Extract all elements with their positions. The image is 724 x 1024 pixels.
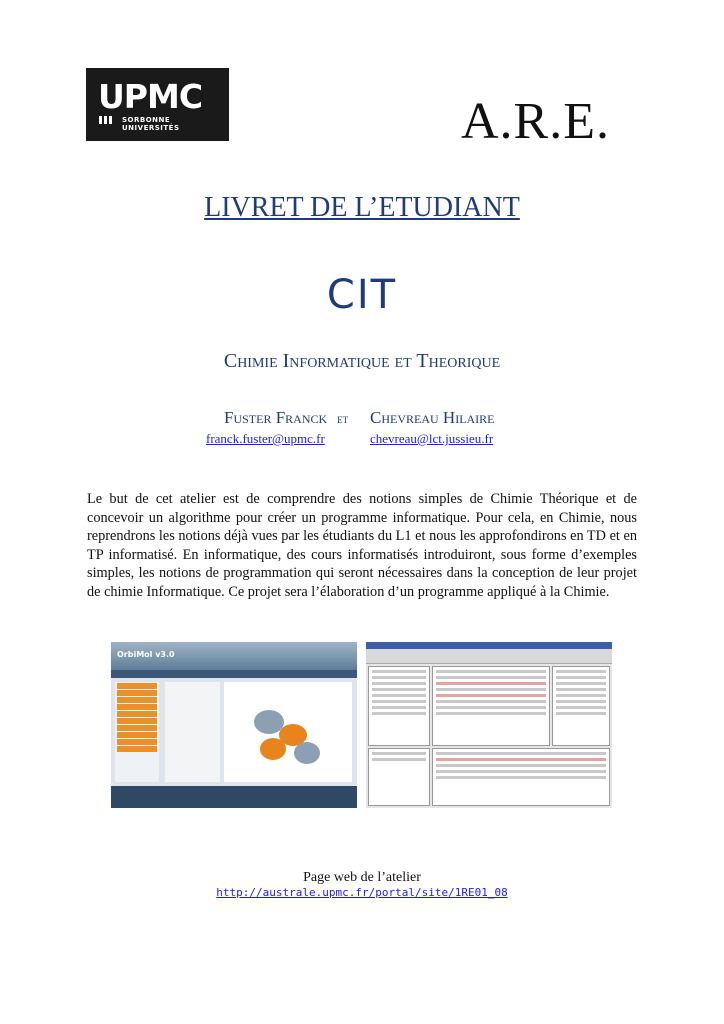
eclipse-screenshot	[366, 642, 612, 808]
author-2: Chevreau Hilaire	[370, 408, 495, 427]
orbimol-form	[165, 682, 220, 782]
logo-text: UPMC	[98, 77, 203, 116]
webpage-url-link[interactable]: http://australe.upmc.fr/portal/site/1RE01_08	[216, 886, 508, 899]
livret-title: LIVRET DE L’ETUDIANT	[204, 192, 520, 223]
authors-line	[224, 408, 495, 428]
author-2-email-link[interactable]: chevreau@lct.jussieu.fr	[370, 431, 494, 446]
eclipse-titlebar	[366, 642, 612, 649]
logo-mark-icon	[99, 115, 119, 125]
eclipse-outline-pane	[552, 666, 610, 746]
eclipse-targets-pane	[368, 748, 430, 806]
orbimol-header	[111, 642, 357, 670]
upmc-logo	[86, 68, 229, 141]
course-subtitle: Chimie Informatique et Theorique	[223, 350, 501, 372]
eclipse-problems-pane	[432, 748, 610, 806]
webpage-caption: Page web de l’atelier	[303, 870, 421, 885]
eclipse-toolbar	[366, 649, 612, 664]
author-1: Fuster Franck	[224, 408, 328, 427]
orbimol-title: OrbiMol v3.0	[117, 650, 175, 659]
authors-connector: et	[337, 411, 349, 426]
eclipse-project-pane	[368, 666, 430, 746]
are-heading: A.R.E.	[461, 93, 610, 150]
course-code: CIT	[326, 272, 398, 318]
author-1-email-link[interactable]: franck.fuster@upmc.fr	[206, 431, 325, 446]
orbimol-nav	[111, 670, 357, 678]
logo-subtext: SORBONNE UNIVERSITÉS	[122, 116, 180, 132]
description-paragraph: Le but de cet atelier est de comprendre des notions simples de Chimie Théorique et de concevoir un algorithme pour créer un programme informatique. Pour cela, en Chimie, nous reprendrons les notions déjà vues par les étudiants du L1 et nous les approfondirons en TD et en TP informatisé. En informatique, des cours informatisés introduiront, sous forme d’exemples simples, les notions de programmation qui seront nécessaires dans la conception de leur projet de chimie Informatique. Ce projet sera l’élaboration d’un programme appliqué à la Chimie.	[87, 491, 637, 600]
orbimol-screenshot	[111, 642, 357, 808]
orbimol-sidebar	[115, 682, 159, 782]
orbimol-footer	[111, 786, 357, 808]
eclipse-editor-pane	[432, 666, 550, 746]
orbimol-molecule-view	[224, 682, 352, 782]
